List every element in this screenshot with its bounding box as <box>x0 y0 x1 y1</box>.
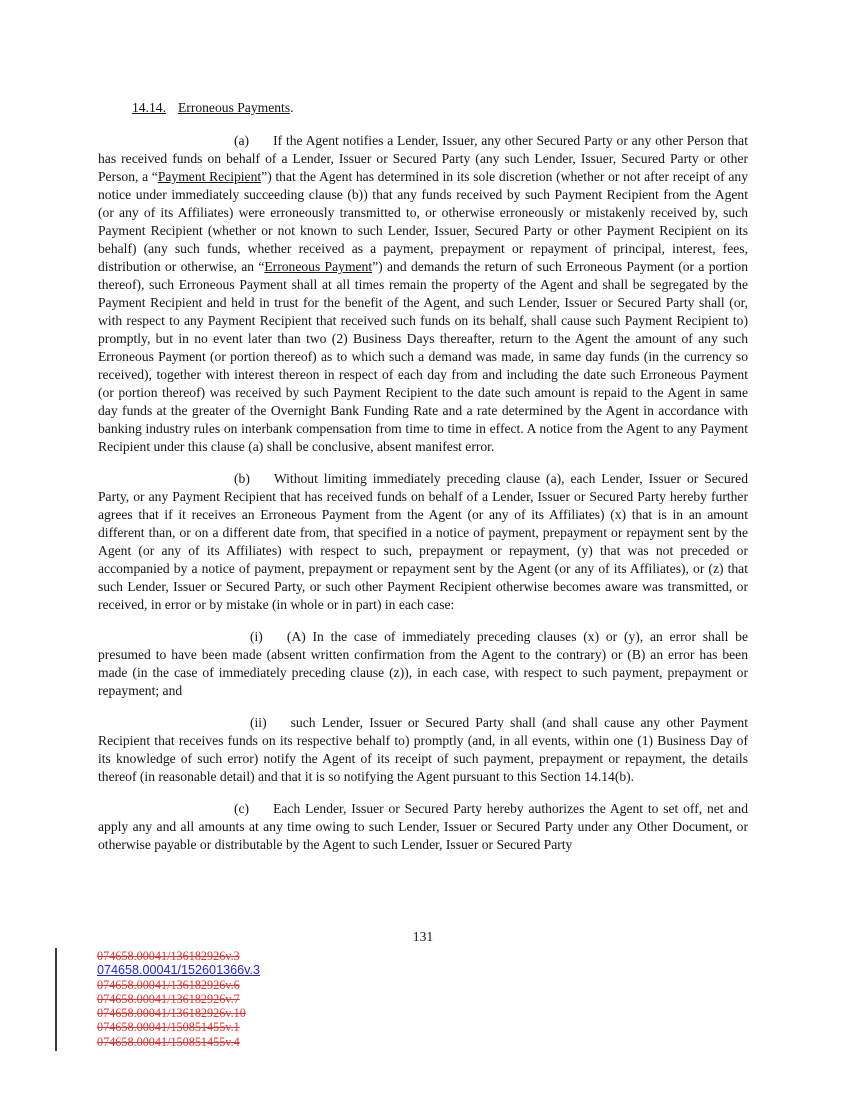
paragraph-a <box>98 132 748 456</box>
defined-term: Erroneous Payment <box>264 259 373 274</box>
section-paragraphs <box>98 132 748 854</box>
paragraph-label: (c) <box>234 801 250 816</box>
paragraph-text: such Lender, Issuer or Secured Party shall (and shall cause any other Payment Recipient that receives funds on its respective behalf to) promptly (and, in all events, within one (1) Business Day of its knowledge of such error) notify the Agent of its receipt of such payment, prepayment or repayment, the details thereof (in reasonable detail) and that it is so notifying the Agent pursuant to this Section 14.14(b). <box>98 715 748 784</box>
paragraph-label: (i) <box>250 629 263 644</box>
footer-doc-id-inserted: 074658.00041/152601366v.3 <box>97 963 260 978</box>
paragraph-label: (b) <box>234 471 250 486</box>
paragraph-text: (A) In the case of immediately preceding clauses (x) or (y), an error shall be presumed to have been made (absent written confirmation from the Agent to the contrary) or (B) an error has been made (in the case of immediately preceding clause (z)), in each case, with respect to such payment, prepayment or repayment; and <box>98 629 748 698</box>
footer-doc-id-deleted: 074658.00041/136182926v.7 <box>97 992 240 1006</box>
paragraph-text: Each Lender, Issuer or Secured Party hereby authorizes the Agent to set off, net and apply any and all amounts at any time owing to such Lender, Issuer or Secured Party under any Other Document, or otherwise payable or distributable by the Agent to such Lender, Issuer or Secured Party <box>98 801 748 852</box>
paragraph-text: ”) and demands the return of such Erroneous Payment (or a portion thereof), such Erroneous Payment shall at all times remain the property of the Agent and shall be segregated by the Payment Recipient and held in trust for the benefit of the Agent, and such Lender, Issuer or Secured Party shall (or, with respect to any Payment Recipient that received such funds on its behalf, shall cause such Payment Recipient to) promptly, but in no event later than two (2) Business Days thereafter, return to the Agent the amount of any such Erroneous Payment (or portion thereof) as to which such a demand was made, in same day funds (in the currency so received), together with interest thereon in respect of each day from and including the date such Erroneous Payment (or portion thereof) was received by such Payment Recipient to the date such amount is repaid to the Agent in same day funds at the greater of the Overnight Bank Funding Rate and a rate determined by the Agent in accordance with banking industry rules on interbank compensation from time to time in effect. A notice from the Agent to any Payment Recipient under this clause (a) shall be conclusive, absent manifest error. <box>98 259 748 454</box>
footer-doc-ids <box>97 949 260 1049</box>
paragraph-text: ”) that the Agent has determined in its sole discretion (whether or not after receipt of any notice under immediately succeeding clause (b)) that any funds received by such Payment Recipient from the Agent (or any of its Affiliates) were erroneously transmitted to, or otherwise erroneously or mistakenly received by, such Payment Recipient (whether or not known to such Lender, Issuer, Secured Party or other Payment Recipient on its behalf) (any such funds, whether received as a payment, prepayment or repayment of principal, interest, fees, distribution or otherwise, an “ <box>98 169 748 274</box>
paragraph-text: If the Agent notifies a Lender, Issuer, any other Secured Party or any other Person that has received funds on behalf of a Lender, Issuer or Secured Party (any such Lender, Issuer, Secured Party or other Person, a “ <box>98 133 748 184</box>
section-title-suffix: . <box>290 100 294 115</box>
paragraph-label: (ii) <box>250 715 267 730</box>
footer-doc-id-deleted: 074658.00041/150851455v.1 <box>97 1020 240 1035</box>
paragraph-c <box>98 800 748 854</box>
footer-doc-id-deleted: 074658.00041/136182926v.10 <box>97 1006 246 1021</box>
paragraph-ii <box>98 714 748 786</box>
footer-doc-id-deleted: 074658.00041/136182926v.3 <box>97 949 240 963</box>
footer-doc-id-deleted: 074658.00041/136182926v.6 <box>97 977 240 992</box>
page-number: 131 <box>412 929 434 944</box>
revision-change-bar <box>55 948 57 1051</box>
section-number: 14.14. <box>132 100 166 115</box>
defined-term: Payment Recipient <box>157 169 262 184</box>
paragraph-i <box>98 628 748 700</box>
section-title: Erroneous Payments <box>177 100 291 115</box>
paragraph-text: Without limiting immediately preceding clause (a), each Lender, Issuer or Secured Party, or any Payment Recipient that has received funds on behalf of a Lender, Issuer or Secured Party hereby further agrees that if it receives an Erroneous Payment from the Agent (or any of its Affiliates) (x) that is in an amount different than, or on a different date from, that specified in a notice of payment, prepayment or repayment sent by the Agent (or any of its Affiliates) with respect to such, prepayment or repayment, (y) that was not preceded or accompanied by a notice of payment, prepayment or repayment sent by the Agent (or any of its Affiliates), or (z) that such Lender, Issuer or Secured Party, or such other Payment Recipient otherwise becomes aware was transmitted, or received, in error or by mistake (in whole or in part) in each case: <box>98 471 748 612</box>
section-heading <box>98 99 748 117</box>
section-body <box>98 99 748 854</box>
paragraph-label: (a) <box>234 133 250 148</box>
footer-doc-id-deleted: 074658.00041/150851455v.4 <box>97 1034 240 1049</box>
paragraph-b <box>98 470 748 614</box>
